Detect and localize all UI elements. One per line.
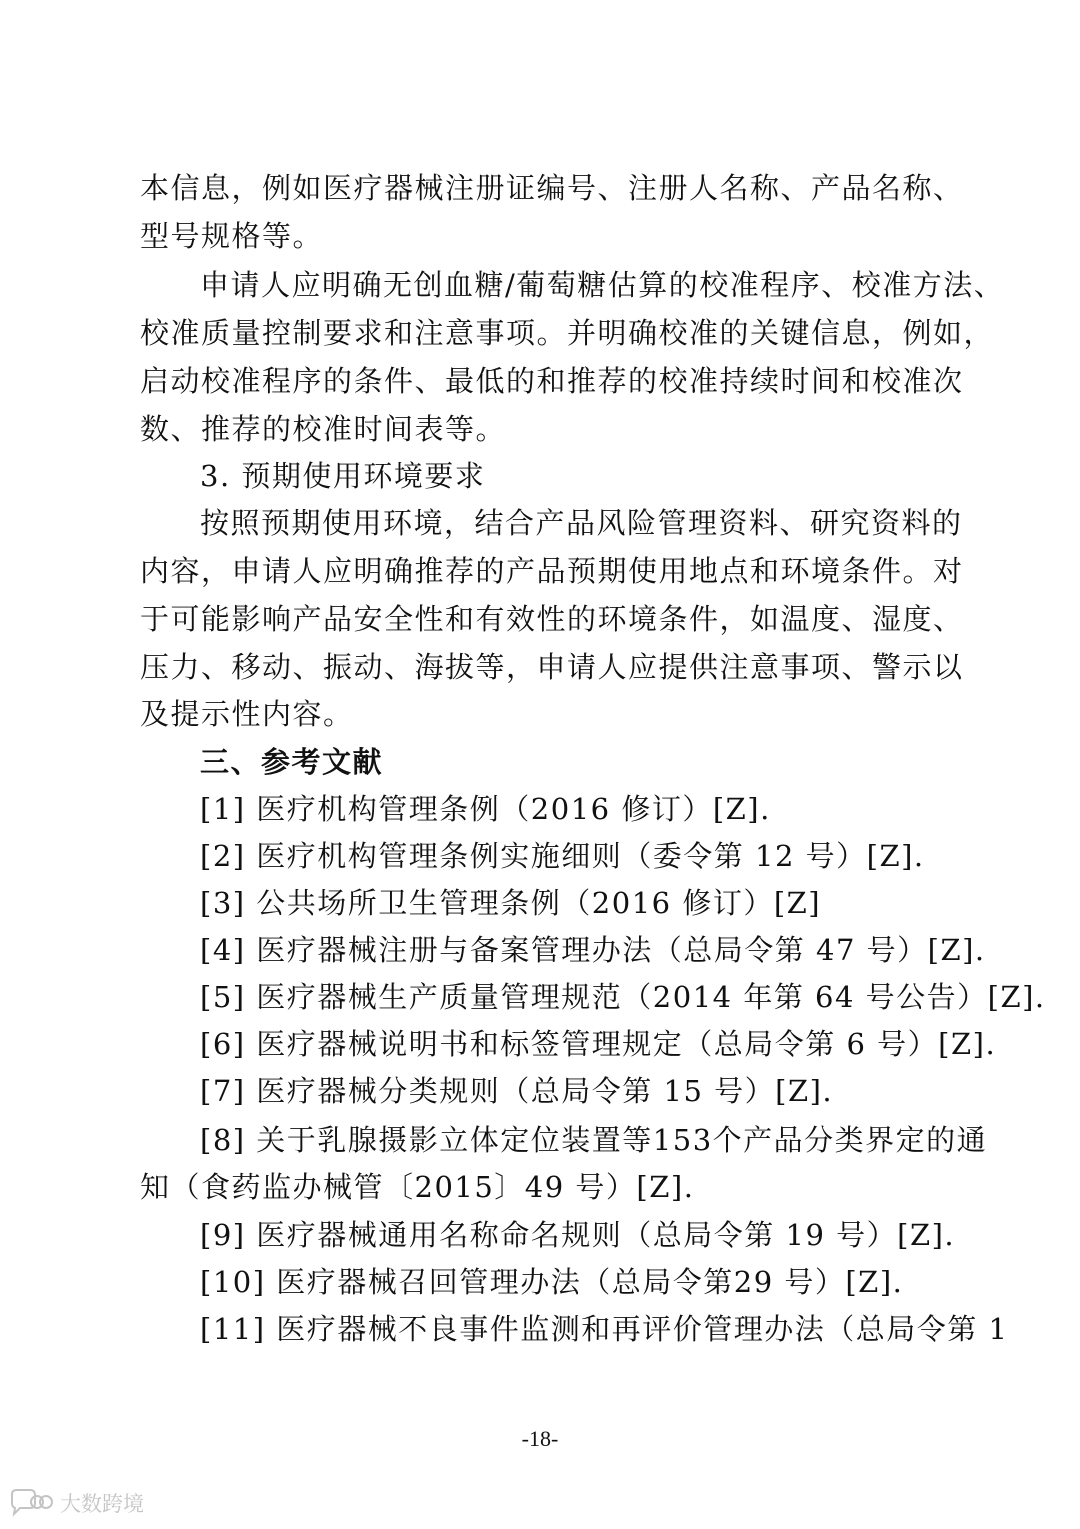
paragraph-first-line: 按照预期使用环境，结合产品风险管理资料、研究资料的	[200, 506, 963, 540]
body-text-line: 于可能影响产品安全性和有效性的环境条件，如温度、湿度、	[140, 602, 964, 636]
body-text-line: 压力、移动、振动、海拔等，申请人应提供注意事项、警示以	[140, 650, 964, 684]
watermark-text: 大数跨境	[60, 1492, 144, 1516]
reference-item: [7] 医疗器械分类规则（总局令第 15 号）[Z].	[200, 1074, 834, 1108]
reference-item: [4] 医疗器械注册与备案管理办法（总局令第 47 号）[Z].	[200, 933, 986, 967]
page-number: -18-	[521, 1426, 559, 1451]
reference-item: [8] 关于乳腺摄影立体定位装置等153个产品分类界定的通	[200, 1123, 988, 1157]
reference-item: [5] 医疗器械生产质量管理规范（2014 年第 64 号公告）[Z].	[200, 980, 1046, 1014]
reference-item: [11] 医疗器械不良事件监测和再评价管理办法（总局令第 1	[200, 1312, 1009, 1346]
body-text-line: 启动校准程序的条件、最低的和推荐的校准持续时间和校准次	[140, 364, 964, 398]
body-text-line: 本信息，例如医疗器械注册证编号、注册人名称、产品名称、	[140, 171, 964, 205]
reference-item-continuation: 知（食药监办械管〔2015〕49 号）[Z].	[140, 1170, 695, 1204]
paragraph-first-line: 申请人应明确无创血糖/葡萄糖估算的校准程序、校准方法、	[200, 268, 1005, 302]
watermark	[8, 1488, 144, 1518]
chat-bubble-logo-icon	[8, 1488, 54, 1518]
reference-item: [6] 医疗器械说明书和标签管理规定（总局令第 6 号）[Z].	[200, 1027, 997, 1061]
section-heading: 三、参考文献	[200, 745, 384, 779]
subsection-heading: 3. 预期使用环境要求	[200, 459, 486, 493]
body-text-line: 校准质量控制要求和注意事项。并明确校准的关键信息，例如，	[140, 316, 995, 350]
reference-item: [2] 医疗机构管理条例实施细则（委令第 12 号）[Z].	[200, 839, 925, 873]
body-text-line: 及提示性内容。	[140, 697, 354, 731]
body-text-line: 型号规格等。	[140, 219, 324, 253]
reference-item: [10] 医疗器械召回管理办法（总局令第29 号）[Z].	[200, 1265, 904, 1299]
body-text-line: 数、推荐的校准时间表等。	[140, 412, 507, 446]
body-text-line: 内容，申请人应明确推荐的产品预期使用地点和环境条件。对	[140, 554, 964, 588]
reference-item: [9] 医疗器械通用名称命名规则（总局令第 19 号）[Z].	[200, 1218, 956, 1252]
reference-item: [3] 公共场所卫生管理条例（2016 修订）[Z]	[200, 886, 822, 920]
reference-item: [1] 医疗机构管理条例（2016 修订）[Z].	[200, 792, 771, 826]
